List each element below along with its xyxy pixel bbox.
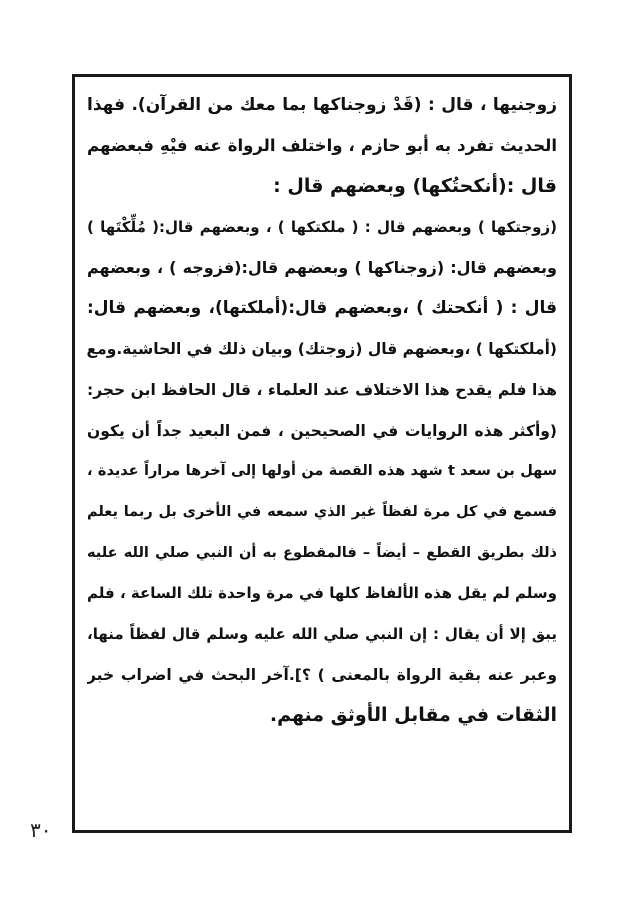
- text-line: هذا فلم يقدح هذا الاختلاف عند العلماء ، قال الحافظ ابن حجر:: [87, 380, 557, 399]
- text-line: (وأكثر هذه الروايات في الصحيحين ، فمن البعيد جداً أن يكون: [87, 421, 557, 440]
- text-line: وعبر عنه بقية الرواة بالمعنى ) ؟].آخر البحث في اضراب خبر: [87, 665, 557, 684]
- text-line: فسمع في كل مرة لفظاً غير الذي سمعه في الأخرى بل ربما يعلم: [87, 503, 557, 520]
- text-line: الحديث تفرد به أبو حازم ، واختلف الرواة عنه فيْهِ فبعضهم: [87, 135, 557, 155]
- text-line: ذلك بطريق القطع – أيضاً – فالمقطوع به أن النبي صلي الله عليه: [87, 544, 557, 561]
- text-line: يبق إلا أن يقال : إن النبي صلي الله عليه وسلم قال لفظاً منها،: [87, 624, 557, 643]
- text-line: الثقات في مقابل الأوثق منهم.: [269, 704, 557, 727]
- text-line: (أملكتكها ) ،وبعضهم قال (زوجتك) وبيان ذلك في الحاشية.ومع: [87, 340, 557, 359]
- text-line: وبعضهم قال: (زوجناكها ) وبعضهم قال:(فزوجه ) ، وبعضهم: [87, 257, 557, 277]
- text-line: قال :(أنكحتُكها) وبعضهم قال :: [273, 175, 557, 198]
- text-line: سهل بن سعد t شهد هذه القصة من أولها إلى آخرها مراراً عديدة ،: [87, 463, 557, 480]
- text-line: (زوجتكها ) وبعضهم قال : ( ملكتكها ) ، وبعضهم قال:( مُلِّكْتَها ): [87, 218, 557, 237]
- text-line: قال : ( أنكحتك ) ،وبعضهم قال:(أملكتها)، وبعضهم قال:: [87, 298, 557, 319]
- text-line: وسلم لم يقل هذه الألفاظ كلها في مرة واحدة تلك الساعة ، فلم: [87, 584, 557, 603]
- text-line: زوجنيها ، قال : (قَدْ زوجناكها بما معك من القرآن). فهذا: [87, 95, 557, 115]
- text-box: [72, 74, 572, 833]
- page-number: ٣٠: [30, 818, 52, 842]
